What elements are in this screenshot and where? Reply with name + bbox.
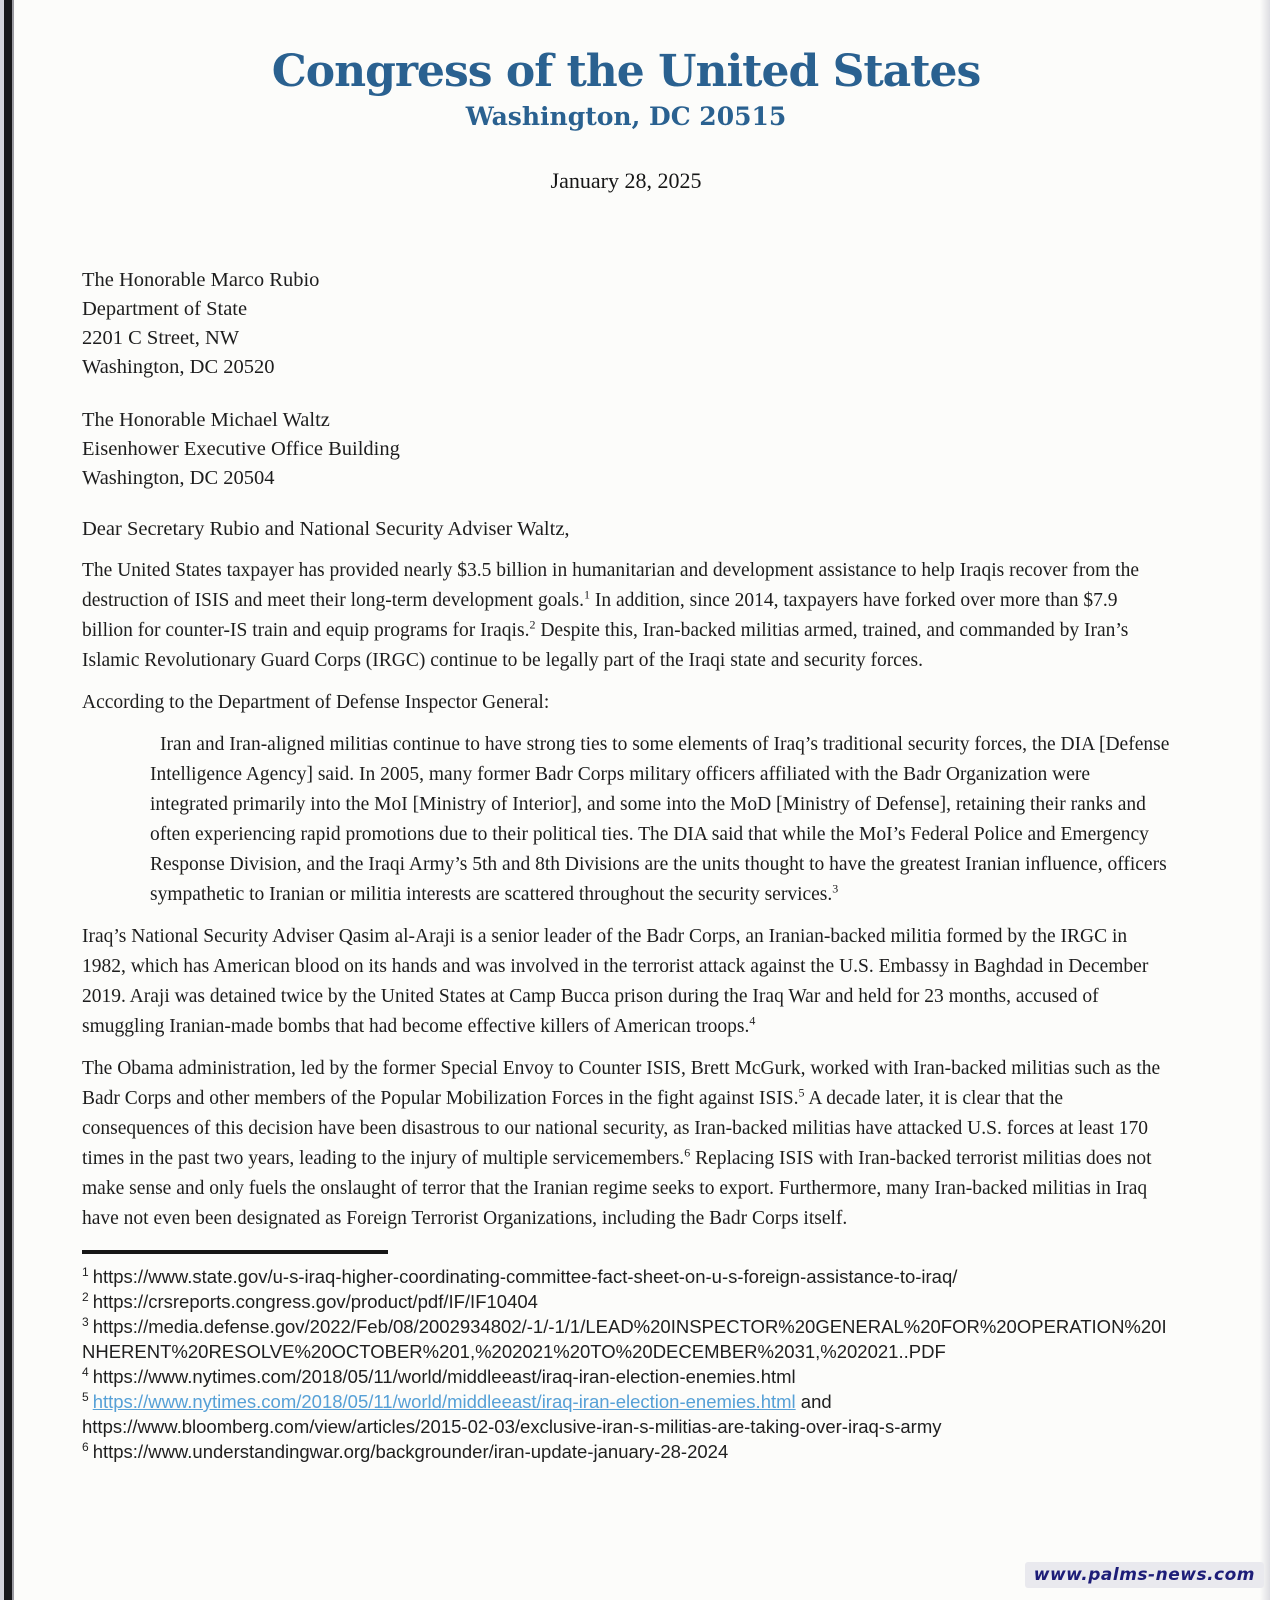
footnote-separator	[82, 1250, 388, 1254]
recipient-line: Eisenhower Executive Office Building	[82, 438, 400, 460]
footnote-hyperlink[interactable]: https://www.nytimes.com/2018/05/11/world/middleeast/iraq-iran-election-enemies.html	[92, 1391, 796, 1412]
footnote-number: 3	[82, 1314, 89, 1329]
paragraph-araji: Iraq’s National Security Adviser Qasim al-Araji is a senior leader of the Badr Corps, an Iranian-backed militia formed by the IRGC in 1982, which has American blood on its hands and was involved in the terrorist attack against the U.S. Embassy in Baghdad in December 2019. Araji was detained twice by the United States at Camp Bucca prison during the Iraq War and held for 23 months, accused of smuggling Iranian-made bombs that had become effective killers of American troops.$^4$	[82, 926, 1149, 1037]
footnote-marker: 2	[529, 617, 536, 632]
footnote-5	[82, 1389, 1170, 1439]
paragraph-taxpayer-assistance: The United States taxpayer has provided nearly $3.5 billion in humanitarian and development assistance to help Iraqis recover from the destruction of ISIS and meet their long-term development goals.$^1$ In addition, since 2014, taxpayers have forked over more than $7.9 billion for counter-IS train and equip programs for Iraqis.$^2$ Despite this, Iran-backed militias armed, trained, and commanded by Iran’s Islamic Revolutionary Guard Corps (IRGC) continue to be legally part of the Iraqi state and security forces.	[82, 560, 1140, 671]
footnotes-section	[82, 1264, 1170, 1464]
footnote-text: https://www.nytimes.com/2018/05/11/world/middleeast/iraq-iran-election-enemies.html and https://www.bloomberg.com/view/articles/2015-02-03/exclusive-iran-s-militias-are-taking-over-iraq-s-army	[82, 1391, 942, 1437]
blockquote-dod-ig: Iran and Iran-aligned militias continue to have strong ties to some elements of Iraq’s traditional security forces, the DIA [Defense Intelligence Agency] said. In 2005, many former Badr Corps military officers affiliated with the Badr Organization were integrated primarily into the MoI [Ministry of Interior], and some into the MoD [Ministry of Defense], retaining their ranks and often experiencing rapid promotions due to their political ties. The DIA said that while the MoI’s Federal Police and Emergency Response Division, and the Iraqi Army’s 5th and 8th Divisions are the units thought to have the greatest Iranian influence, officers sympathetic to Iranian or militia interests are scattered throughout the security services.$^3$	[150, 734, 1170, 905]
footnote-1	[82, 1264, 1170, 1289]
recipient-line: 2201 C Street, NW	[82, 327, 240, 349]
footnote-number: 2	[82, 1289, 89, 1304]
salutation: Dear Secretary Rubio and National Security Adviser Waltz,	[82, 518, 570, 540]
footnote-text: https://crsreports.congress.gov/product/pdf/IF/IF10404	[92, 1291, 538, 1312]
recipient-line: The Honorable Marco Rubio	[82, 269, 320, 291]
footnote-number: 6	[82, 1439, 89, 1454]
footnote-number: 5	[82, 1389, 89, 1404]
footnote-marker: 5	[798, 1085, 805, 1100]
recipient-line: Department of State	[82, 298, 248, 320]
footnote-number: 1	[82, 1264, 89, 1279]
recipient-block-rubio	[82, 266, 1170, 382]
letterhead-address: Washington, DC 20515	[465, 102, 787, 131]
footnote-3	[82, 1314, 1170, 1364]
paragraph-obama-administration: The Obama administration, led by the former Special Envoy to Counter ISIS, Brett McGurk, worked with Iran-backed militias such as the Badr Corps and other members of the Popular Mobilization Forces in the fight against ISIS.$^5$ A decade later, it is clear that the consequences of this decision have been disastrous to our national security, as Iran-backed militias have attacked U.S. forces at least 170 times in the past two years, leading to the injury of multiple servicemembers.$^6$ Replacing ISIS with Iran-backed terrorist militias does not make sense and only fuels the onslaught of terror that the Iranian regime seeks to export. Furthermore, many Iran-backed militias in Iraq have not even been designated as Foreign Terrorist Organizations, including the Badr Corps itself.	[82, 1058, 1161, 1229]
paragraph-dod-ig-leadin: According to the Department of Defense Inspector General:	[82, 692, 550, 713]
footnote-text: https://www.nytimes.com/2018/05/11/world/middleeast/iraq-iran-election-enemies.html	[92, 1366, 796, 1387]
footnote-text: https://www.understandingwar.org/backgrounder/iran-update-january-28-2024	[92, 1441, 729, 1462]
footnote-2	[82, 1289, 1170, 1314]
recipient-line: Washington, DC 20504	[82, 467, 275, 489]
footnote-marker: 1	[584, 587, 591, 602]
recipient-line: The Honorable Michael Waltz	[82, 409, 330, 431]
footnote-6	[82, 1439, 1170, 1464]
footnote-marker: 3	[832, 881, 839, 896]
footnote-number: 4	[82, 1364, 89, 1379]
letter-date: January 28, 2025	[550, 168, 702, 193]
footnote-text: https://www.state.gov/u-s-iraq-higher-coordinating-committee-fact-sheet-on-u-s-foreign-assistance-to-iraq/	[92, 1266, 958, 1287]
footnote-marker: 6	[684, 1145, 691, 1160]
letterhead	[82, 46, 1170, 132]
recipient-line: Washington, DC 20520	[82, 356, 275, 378]
watermark-palms-news: www.palms-news.com	[1025, 1562, 1264, 1588]
footnote-4	[82, 1364, 1170, 1389]
recipient-block-waltz	[82, 406, 1170, 493]
footnote-marker: 4	[749, 1013, 756, 1028]
letterhead-title: Congress of the United States	[271, 46, 981, 97]
letter-page	[16, 0, 1270, 1464]
footnote-text: https://media.defense.gov/2022/Feb/08/2002934802/-1/-1/1/LEAD%20INSPECTOR%20GENERAL%20FOR%20OPERATION%20INHERENT%20RESOLVE%20OCTOBER%201,%202021%20TO%20DECEMBER%2031,%202021..PDF	[82, 1316, 1167, 1362]
page-left-edge	[0, 0, 16, 1600]
